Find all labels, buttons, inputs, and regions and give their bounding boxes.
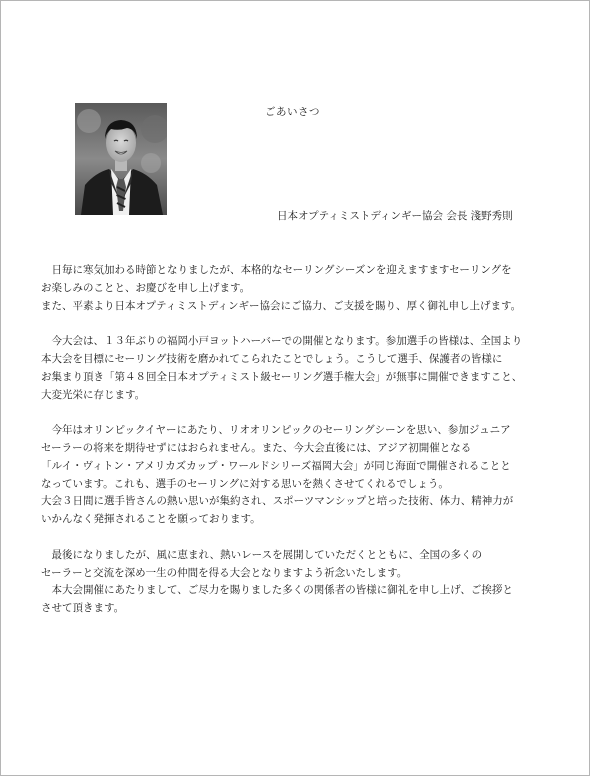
text-line: 本大会を目標にセーリング技術を磨かれてこられたことでしょう。こうして選手、保護者の皆様に (41, 352, 503, 365)
text-line: なっています。これも、選手のセーリングに対する思いを熱くさせてくれるでしょう。 (41, 477, 449, 490)
text-line: いかんなく発揮されることを願っております。 (41, 513, 261, 526)
text-line: させて頂きます。 (41, 602, 125, 615)
text-line: お楽しみのことと、お慶びを申し上げます。 (41, 281, 251, 294)
paragraph (41, 422, 541, 529)
greeting-body (41, 262, 541, 636)
text-line: 大変光栄に存じます。 (41, 388, 146, 401)
text-line: 最後になりましたが、風に恵まれ、熱いレースを展開していただくとともに、全国の多くの (41, 548, 483, 561)
page-title: ごあいさつ (265, 106, 320, 118)
text-line: また、平素より日本オプティミストディンギー協会にご協力、ご支援を賜り、厚く御礼申し上げます。 (41, 299, 522, 312)
text-line: お集まり頂き「第４８回全日本オプティミスト級セーリング選手権大会」が無事に開催できますこと、 (41, 370, 523, 383)
paragraph (41, 262, 541, 315)
paragraph (41, 333, 541, 404)
text-line: 今大会は、１３年ぶりの福岡小戸ヨットハーバーでの開催となります。参加選手の皆様は、全国より (41, 335, 523, 348)
text-line: 日毎に寒気加わる時節となりましたが、本格的なセーリングシーズンを迎えますますセーリングを (41, 264, 512, 276)
paragraph (41, 547, 541, 618)
text-line: セーラーの将来を期待せずにはおられません。また、今大会直後には、アジア初開催となる (41, 441, 472, 454)
text-line: 「ルイ・ヴィトン・アメリカズカップ・ワールドシリーズ福岡大会」が同じ海面で開催されることと (41, 459, 511, 472)
author-signature: 日本オプティミストディンギー協会 会長 淺野秀則 (277, 210, 513, 222)
text-line: 大会３日間に選手皆さんの熱い思いが集約され、スポーツマンシップと培った技術、体力、精神力が (41, 495, 514, 508)
text-line: 今年はオリンピックイヤーにあたり、リオオリンピックのセーリングシーンを思い、参加ジュニア (41, 424, 511, 437)
text-line: セーラーと交流を深め一生の仲間を得る大会となりますよう祈念いたします。 (41, 566, 408, 579)
text-line: 本大会開催にあたりまして、ご尽力を賜りました多くの関係者の皆様に御礼を申し上げ、ご挨拶と (41, 584, 513, 597)
portrait-photo (75, 103, 167, 215)
